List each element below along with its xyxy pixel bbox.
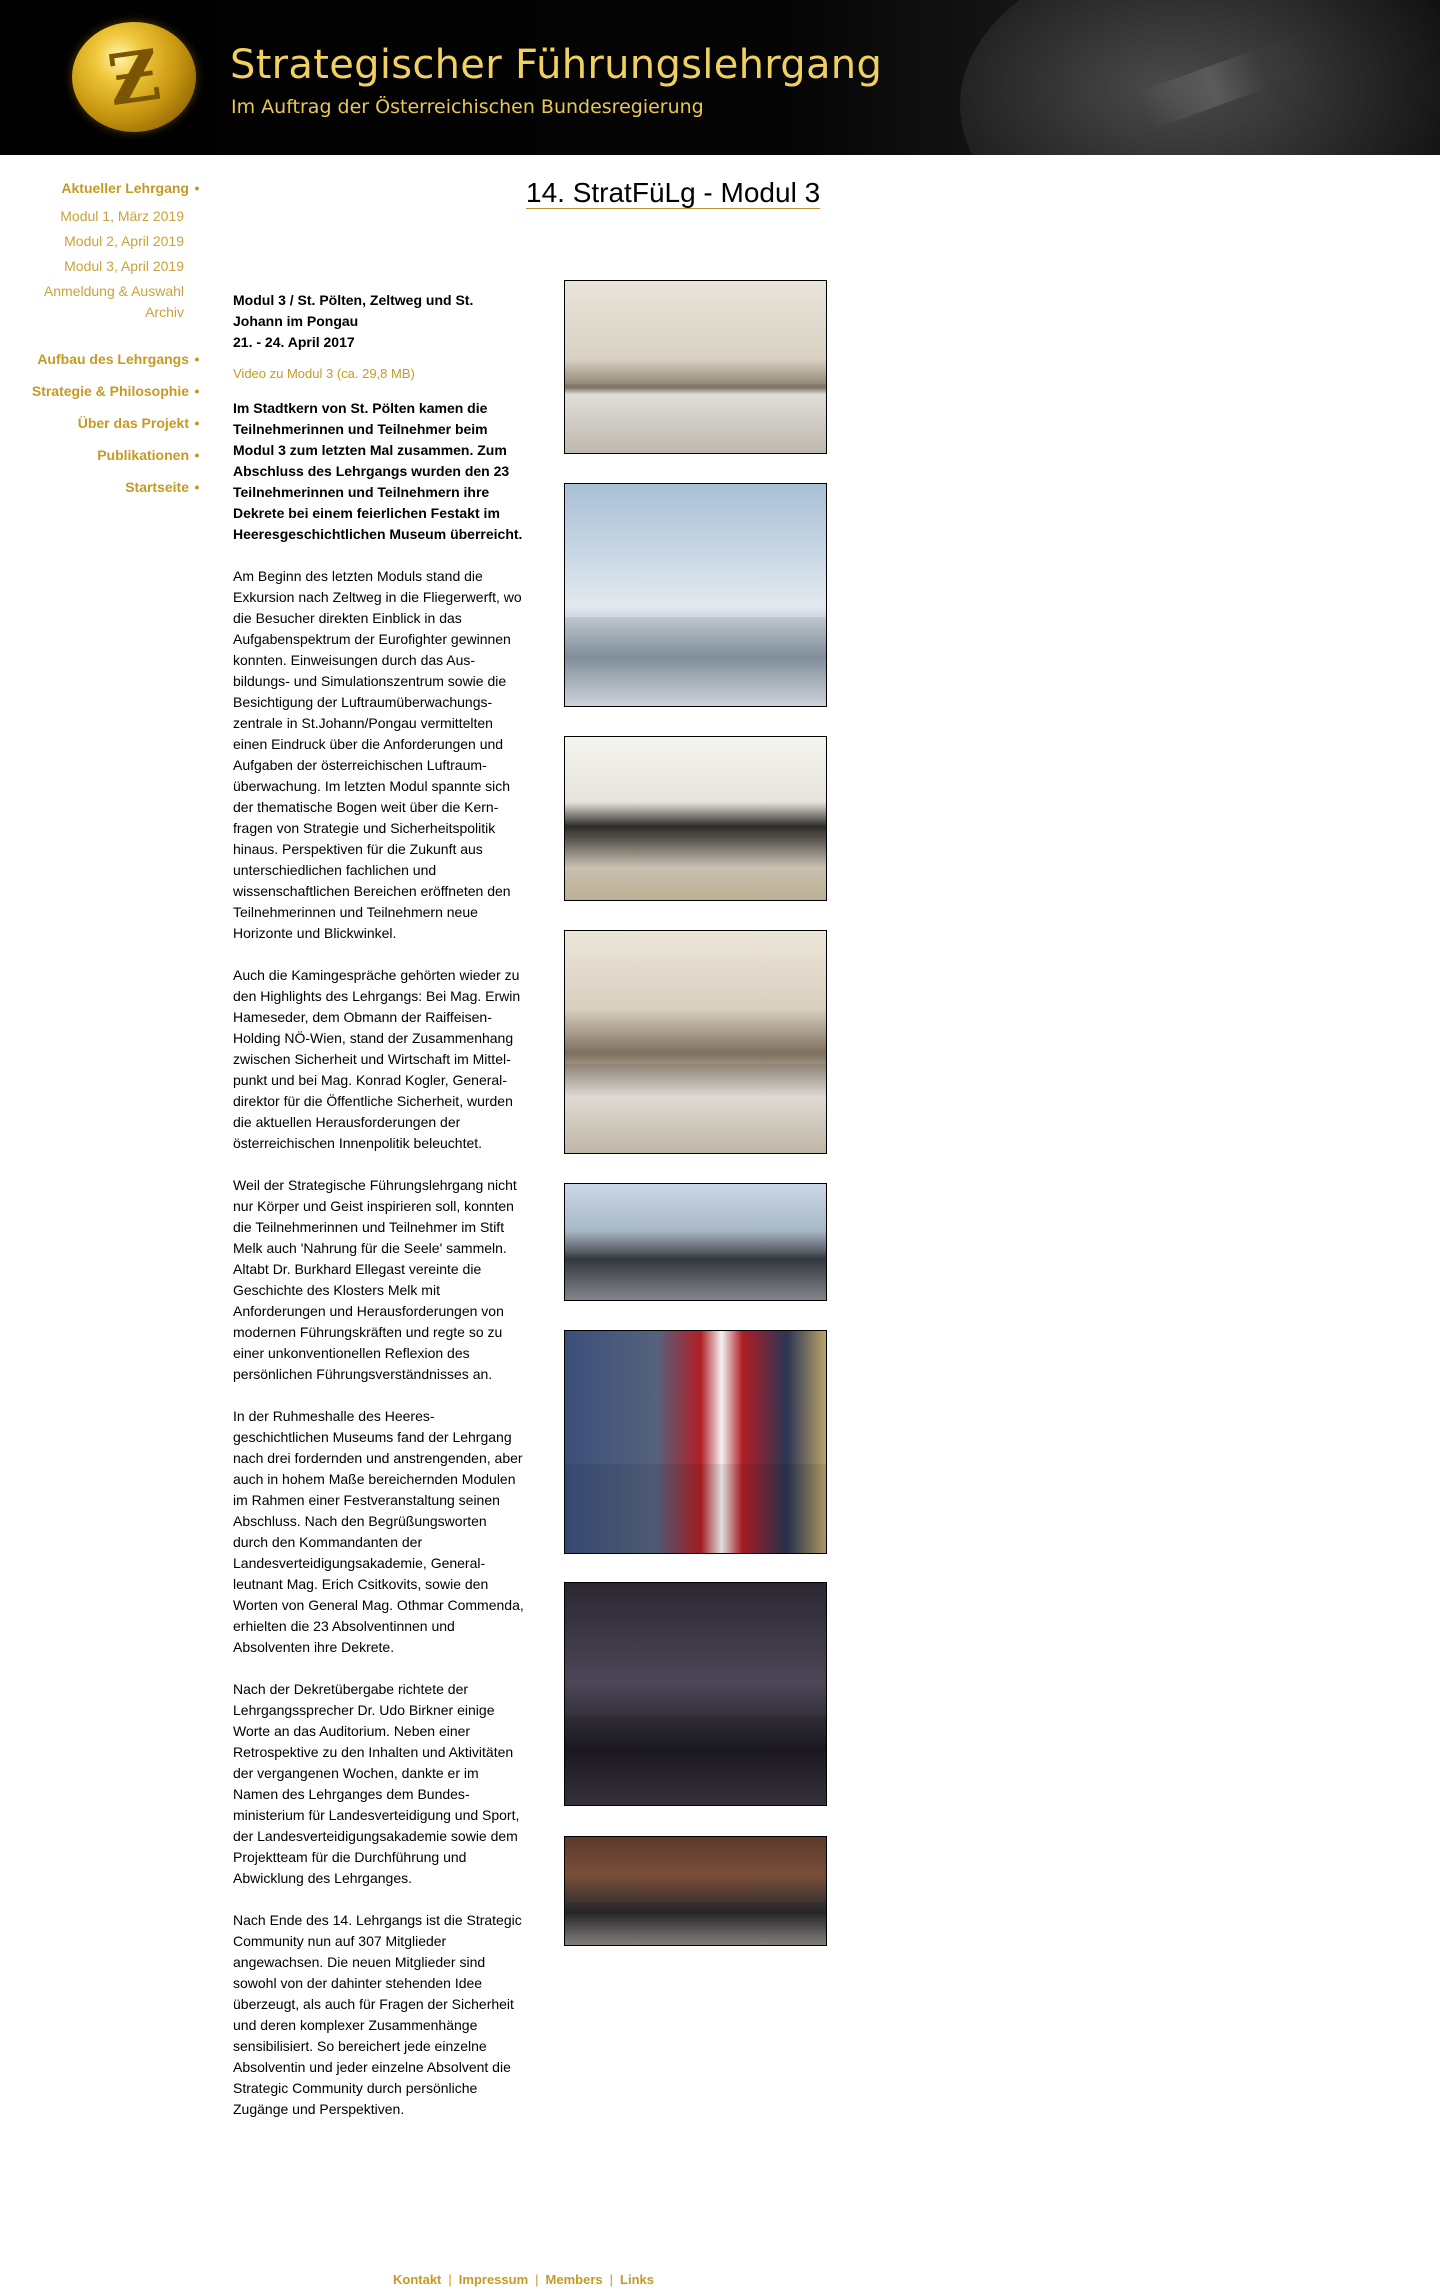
nav-bullet: • <box>194 447 200 463</box>
article-content <box>233 290 525 2120</box>
photo-shade <box>565 1064 826 1153</box>
photo-shade <box>565 384 826 453</box>
nav-bullet: • <box>194 383 200 399</box>
nav-subitem-modul-1[interactable]: Modul 1, März 2019 <box>60 208 184 224</box>
nav-bullet: • <box>194 351 200 367</box>
nav-bullet: • <box>194 180 200 196</box>
footer-link-links[interactable]: Links <box>620 2272 654 2287</box>
photo-shade <box>565 1902 826 1945</box>
site-subtitle: Im Auftrag der Österreichischen Bundesregierung <box>231 96 704 118</box>
photo-ceremony-stage[interactable] <box>564 1582 827 1806</box>
photo-shade <box>565 617 826 706</box>
nav-bullet: • <box>194 479 200 495</box>
logo-emblem-icon: Ƶ <box>102 32 166 122</box>
nav-item-publikationen[interactable] <box>0 439 205 471</box>
nav-item-aktueller-lehrgang[interactable] <box>0 180 205 196</box>
nav-item-label: Startseite <box>125 479 189 495</box>
nav-item-label: Aufbau des Lehrgangs <box>37 351 189 367</box>
site-header <box>0 0 1440 155</box>
nav-item-startseite[interactable] <box>0 471 205 503</box>
article-paragraph: Nach Ende des 14. Lehrgangs ist die Strategic Community nun auf 307 Mitglieder angewachsen. Die neuen Mitglieder sind sowohl von der dahinter stehenden Idee überzeugt, als auch für Fragen der Sicherheit und deren komplexer Zusammenhänge sensibilisiert. So bereichert jede einzelne Absolventin und jeder einzelne Absolvent die Strategic Community durch persönliche Zugänge und Perspektiven. <box>233 1912 522 2117</box>
photo-shade <box>565 1716 826 1805</box>
nav-item-label: Strategie & Philosophie <box>31 383 189 399</box>
article-paragraph: Am Beginn des letzten Moduls stand die Exkursion nach Zeltweg in die Fliegerwerft, wo die Besucher direkten Einblick in das Aufgabenspektrum der Eurofighter gewinnen konnten. Einweisungen durch das Ausbildungs- und Simulationszentrum sowie die Besichtigung der Luftraumüberwachungszentrale in St.Johann/Pongau vermittelten einen Eindruck über die Anforderungen und Aufgaben der österreichischen Luftraumüberwachung. Im letzten Modul spannte sich der thematische Bogen weit über die Kernfragen von Strategie und Sicherheitspolitik hinaus. Perspektiven für die Zukunft aus unterschiedlichen fachlichen und wissenschaftlichen Bereichen eröffneten den Teilnehmerinnen und Teilnehmern neue Horizonte und Blickwinkel. <box>233 568 522 941</box>
module-heading-dates: 21. - 24. April 2017 <box>233 334 355 350</box>
photo-speaker-flags[interactable] <box>564 1330 827 1554</box>
photo-group-eurofighter[interactable] <box>564 1183 827 1301</box>
photo-dinner-hall[interactable] <box>564 930 827 1154</box>
photo-shade <box>565 1254 826 1300</box>
site-title: Strategischer Führungslehrgang <box>230 42 883 88</box>
article-paragraph: Auch die Kamingespräche gehörten wieder zu den Highlights des Lehrgangs: Bei Mag. Erwin Hameseder, dem Obmann der Raiffeisen-Holding NÖ-Wien, stand der Zusammenhang zwischen Sicherheit und Wirtschaft im Mittelpunkt und bei Mag. Konrad Kogler, Generaldirektor für die Öffentliche Sicherheit, wurden die aktuellen Herausforderungen der österreichischen Innenpolitik beleuchtet. <box>233 967 521 1151</box>
nav-bullet: • <box>194 415 200 431</box>
nav-item-label: Über das Projekt <box>77 415 189 431</box>
nav-item-aufbau[interactable] <box>0 343 205 375</box>
photo-panel-discussion[interactable] <box>564 736 827 901</box>
article-paragraph: Nach der Dekretübergabe richtete der Lehrgangssprecher Dr. Udo Birkner einige Worte an das Auditorium. Neben einer Retrospektive zu den Inhalten und Aktivitäten der vergangenen Wochen, dankte er im Namen des Lehrganges dem Bundesministerium für Landesverteidigung und Sport, der Landesverteidigungsakademie sowie dem Projektteam für die Durchführung und Abwicklung des Lehrganges. <box>233 1681 520 1886</box>
footer-separator: | <box>448 2272 452 2287</box>
nav-subitem-modul-2[interactable]: Modul 2, April 2019 <box>64 233 184 249</box>
site-footer <box>393 2272 654 2287</box>
article-paragraph: In der Ruhmeshalle des Heeresgeschichtlichen Museums fand der Lehrgang nach drei fordernden und anstrengenden, aber auch in hohem Maße bereichernden Modulen im Rahmen einer Festveranstaltung seinen Abschluss. Nach den Begrüßungsworten durch den Kommandanten der Landesverteidigungsakademie, Generalleutnant Mag. Erich Csitkovits, sowie den Worten von General Mag. Othmar Commenda, erhielten die 23 Absolventinnen und Absolventen ihre Dekrete. <box>233 1408 524 1655</box>
nav-item-strategie[interactable] <box>0 375 205 407</box>
photo-shade <box>565 835 826 900</box>
footer-separator: | <box>535 2272 539 2287</box>
footer-link-impressum[interactable]: Impressum <box>458 2272 529 2287</box>
video-link[interactable]: Video zu Modul 3 (ca. 29,8 MB) <box>233 366 415 381</box>
sidebar-nav <box>0 180 205 503</box>
footer-separator: | <box>609 2272 614 2287</box>
nav-subitem-archiv[interactable]: Archiv <box>145 304 184 320</box>
gold-medallion-logo[interactable] <box>72 22 196 132</box>
nav-item-label: Publikationen <box>97 447 189 463</box>
photo-graduates-group[interactable] <box>564 1836 827 1946</box>
module-heading-location: Modul 3 / St. Pölten, Zeltweg und St. Johann im Pongau <box>233 292 474 329</box>
nav-subitem-modul-3[interactable]: Modul 3, April 2019 <box>64 258 184 274</box>
nav-item-ueber-das-projekt[interactable] <box>0 407 205 439</box>
footer-link-members[interactable]: Members <box>545 2272 603 2287</box>
article-paragraph: Weil der Strategische Führungslehrgang nicht nur Körper und Geist inspirieren soll, konnten die Teilnehmerinnen und Teilnehmer im Stift Melk auch 'Nahrung für die Seele' sammeln. Altabt Dr. Burkhard Ellegast vereinte die Geschichte des Klosters Melk mit Anforderungen und Herausforderungen von modernen Führungskräften und regte so zu einer unkonventionellen Reflexion des persönlichen Führungsverständnisses an. <box>233 1177 517 1382</box>
photo-shade <box>565 1464 826 1553</box>
page-title: 14. StratFüLg - Modul 3 <box>526 177 821 208</box>
article-lead: Im Stadtkern von St. Pölten kamen die Teilnehmerinnen und Teilnehmer beim Modul 3 zum letzten Mal zusammen. Zum Abschluss des Lehrgangs wurden den 23 Teilnehmerinnen und Teilnehmern ihre Dekrete bei einem feierlichen Festakt im Heeresgeschichtlichen Museum überreicht. <box>233 400 523 542</box>
footer-link-kontakt[interactable]: Kontakt <box>393 2272 442 2287</box>
nav-item-label: Aktueller Lehrgang <box>61 180 189 196</box>
photo-lecture-room[interactable] <box>564 280 827 454</box>
photo-helicopter[interactable] <box>564 483 827 707</box>
nav-subitem-anmeldung[interactable]: Anmeldung & Auswahl <box>43 283 184 299</box>
